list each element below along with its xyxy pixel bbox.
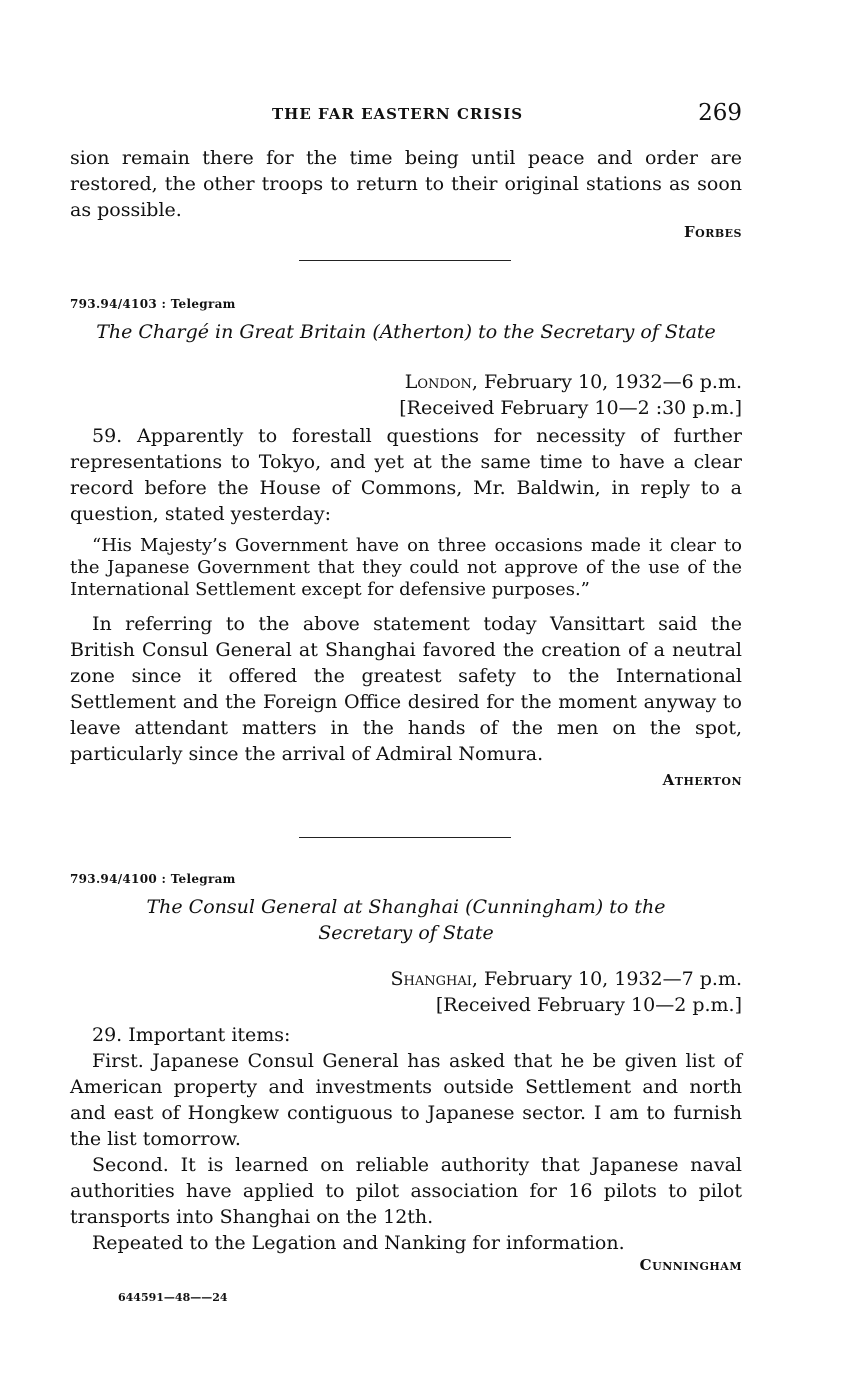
dateline-place: Shanghai, xyxy=(390,968,478,990)
paragraph: 59. Apparently to forestall questions for necessity of further representations to Tokyo, and yet at the same time to have a clear record before the House of Commons, Mr. Baldwin, in reply to a question, stated yesterday: xyxy=(70,425,742,525)
continuation-section xyxy=(70,145,742,241)
paragraph: Second. It is learned on reliable authority that Japanese naval authorities have applied to pilot association for 16 pilots to pilot transports into Shanghai on the 12th. xyxy=(70,1154,742,1228)
telegram-cunningham xyxy=(70,872,742,1274)
dateline-date: February 10, 1932—7 p.m. xyxy=(477,968,742,990)
dateline-place: London, xyxy=(404,371,478,393)
signature-atherton: Atherton xyxy=(662,771,742,789)
received-line: [Received February 10—2 :30 p.m.] xyxy=(399,397,742,419)
file-reference: 793.94/4103 : Telegram xyxy=(70,297,236,311)
paragraph: Repeated to the Legation and Nanking for information. xyxy=(92,1232,625,1254)
print-code: 644591—48——24 xyxy=(118,1291,228,1304)
document-title: The Chargé in Great Britain (Atherton) to the Secretary of State xyxy=(96,321,716,343)
running-head: THE FAR EASTERN CRISIS xyxy=(272,105,524,123)
dateline xyxy=(70,369,742,395)
page-number: 269 xyxy=(698,100,742,126)
signature-cunningham: Cunningham xyxy=(639,1256,742,1274)
signature-forbes: Forbes xyxy=(684,223,742,241)
document-title-line-2: Secretary of State xyxy=(318,922,494,944)
telegram-atherton xyxy=(70,297,742,789)
continuation-paragraph: sion remain there for the time being until peace and order are restored, the other troops to return to their original stations as soon as possible. xyxy=(70,147,742,221)
section-divider xyxy=(299,260,511,261)
paragraph: First. Japanese Consul General has asked that he be given list of American property and investments outside Settlement and north and east of Hongkew contiguous to Japanese sector. I am to furnish the list tomorrow. xyxy=(70,1050,742,1150)
section-divider xyxy=(299,837,511,838)
paragraph: In referring to the above statement today Vansittart said the British Consul General at Shanghai favored the creation of a neutral zone since it offered the greatest safety to the International Settlement and the Foreign Office desired for the moment anyway to leave attendant matters in the hands of the men on the spot, particularly since the arrival of Admiral Nomura. xyxy=(70,613,742,765)
paragraph: 29. Important items: xyxy=(92,1024,291,1046)
page-header xyxy=(70,100,742,130)
quotation: “His Majesty’s Government have on three occasions made it clear to the Japanese Government that they could not approve of the use of the International Settlement except for defensive purposes.” xyxy=(70,535,742,600)
received-line: [Received February 10—2 p.m.] xyxy=(435,994,742,1016)
document-title-line-1: The Consul General at Shanghai (Cunningham) to the xyxy=(146,896,666,918)
dateline-date: February 10, 1932—6 p.m. xyxy=(477,371,742,393)
dateline xyxy=(70,966,742,992)
document-page xyxy=(70,0,742,1380)
file-reference: 793.94/4100 : Telegram xyxy=(70,872,236,886)
